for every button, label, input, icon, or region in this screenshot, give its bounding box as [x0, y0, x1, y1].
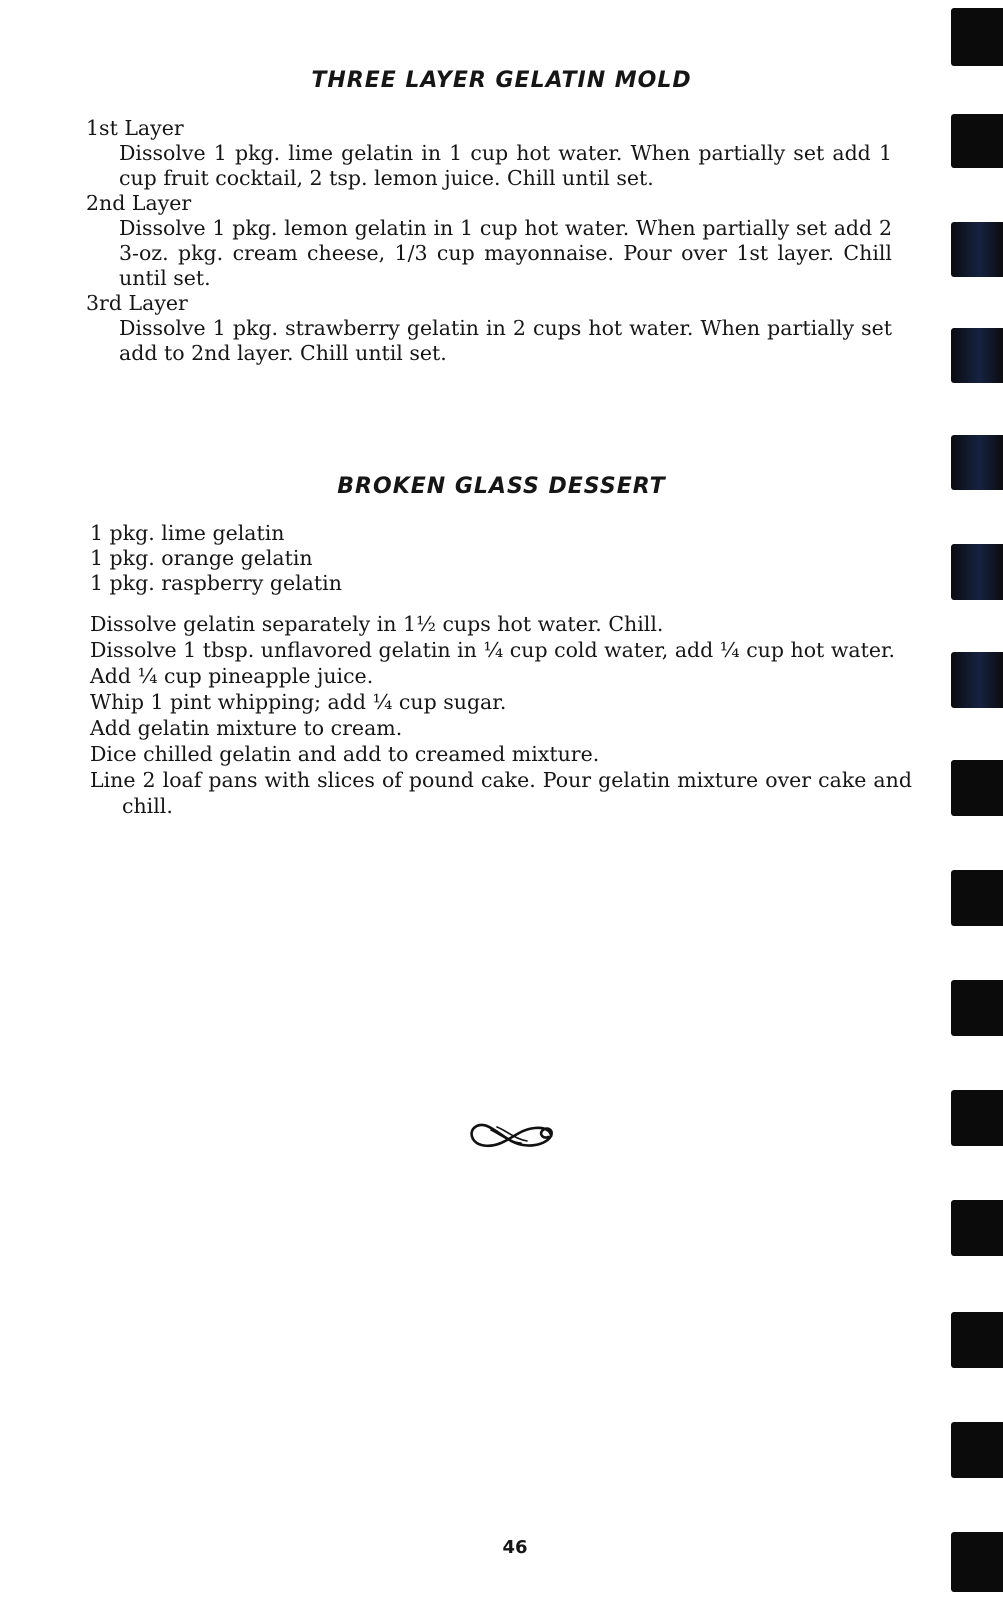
ingredient-list — [90, 521, 490, 596]
layer-text: Dissolve 1 pkg. lemon gelatin in 1 cup hot water. When partially set add 2 3-oz. pkg. cream cheese, 1/3 cup mayonnaise. Pour over 1st layer. Chill until set. — [119, 216, 892, 290]
binding-ring — [951, 980, 1003, 1036]
broken-glass-steps — [90, 611, 912, 819]
ingredient-item: 1 pkg. lime gelatin — [90, 521, 285, 545]
recipe-title-three-layer: THREE LAYER GELATIN MOLD — [311, 68, 692, 93]
layer-heading: 1st Layer — [86, 116, 184, 140]
binding-ring — [951, 435, 1003, 490]
binding-ring — [951, 1312, 1003, 1368]
instruction-step: Dissolve 1 tbsp. unflavored gelatin in ¼ cup cold water, add ¼ cup hot water. — [90, 638, 896, 662]
binding-ring — [951, 222, 1003, 277]
binding-ring — [951, 1090, 1003, 1146]
page-number: 46 — [502, 1537, 528, 1558]
binding-ring — [951, 1532, 1003, 1592]
layer-text: Dissolve 1 pkg. lime gelatin in 1 cup hot water. When partially set add 1 cup fruit cocktail, 2 tsp. lemon juice. Chill until set. — [119, 141, 892, 190]
ingredient-item: 1 pkg. orange gelatin — [90, 546, 313, 570]
binding-ring — [951, 8, 1003, 66]
instruction-step: Dice chilled gelatin and add to creamed mixture. — [90, 742, 600, 766]
binding-ring — [951, 1200, 1003, 1256]
recipe-title-broken-glass: BROKEN GLASS DESSERT — [337, 474, 666, 499]
binding-ring — [951, 328, 1003, 383]
binding-ring — [951, 870, 1003, 926]
binding-ring — [951, 652, 1003, 708]
layer-heading: 2nd Layer — [86, 191, 192, 215]
binding-ring — [951, 1422, 1003, 1478]
instruction-step: Line 2 loaf pans with slices of pound cake. Pour gelatin mixture over cake and chill. — [90, 768, 912, 818]
instruction-step: Dissolve gelatin separately in 1½ cups hot water. Chill. — [90, 612, 664, 636]
binding-ring — [951, 760, 1003, 816]
three-layer-instructions — [86, 116, 892, 366]
instruction-step: Add gelatin mixture to cream. — [90, 716, 403, 740]
scroll-flourish-icon — [465, 1117, 557, 1155]
instruction-step: Whip 1 pint whipping; add ¼ cup sugar. — [90, 690, 507, 714]
layer-text: Dissolve 1 pkg. strawberry gelatin in 2 cups hot water. When partially set add to 2nd layer. Chill until set. — [119, 316, 892, 365]
layer-heading: 3rd Layer — [86, 291, 188, 315]
binding-ring — [951, 114, 1003, 168]
binding-ring — [951, 544, 1003, 600]
instruction-step: Add ¼ cup pineapple juice. — [90, 664, 374, 688]
ingredient-item: 1 pkg. raspberry gelatin — [90, 571, 342, 595]
